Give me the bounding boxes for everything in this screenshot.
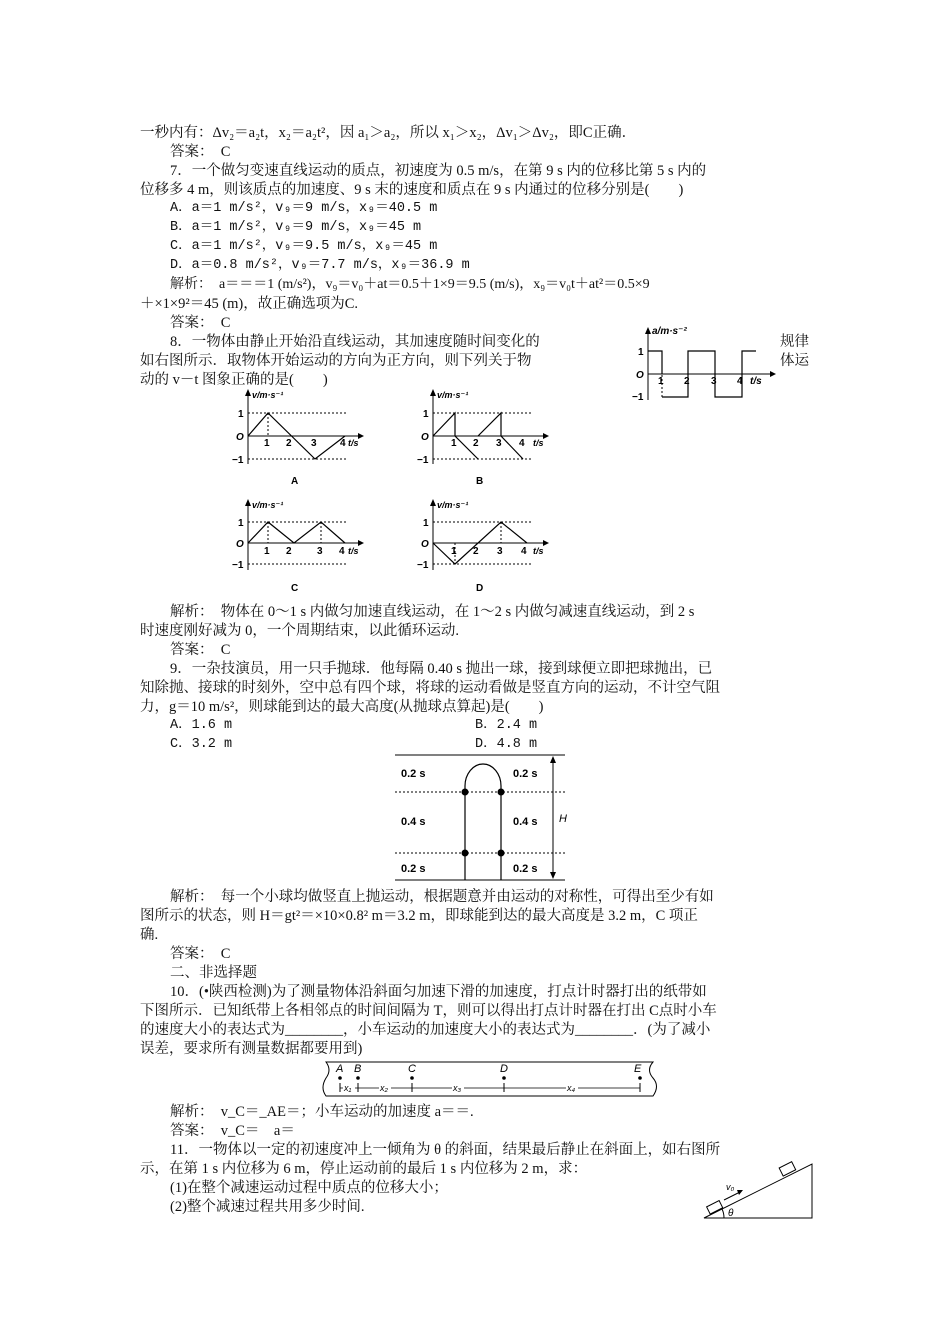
origin-label: O — [236, 539, 244, 550]
graph-b — [417, 389, 549, 487]
point-label: E — [634, 1063, 642, 1075]
solution-line: 解析： 物体在 0～1 s 内做匀加速直线运动，在 1～2 s 内做匀减速直线运动，到 2 s — [170, 604, 695, 620]
point-label: A — [336, 1063, 344, 1075]
text-line: 位移多 4 m，则该质点的加速度、9 s 末的速度和质点在 9 s 内通过的位移分别是( ) — [140, 182, 684, 198]
incline-figure — [700, 1160, 818, 1222]
option-d: D．a＝0.8 m/s²，v₉＝7.7 m/s，x₉＝36.9 m — [170, 258, 470, 273]
graph-label: C — [291, 583, 299, 594]
angle-label: θ — [728, 1208, 734, 1219]
text-line: 示，在第 1 s 内位移为 6 m，停止运动前的最后 1 s 内位移为 2 m，求： — [140, 1161, 588, 1177]
tick-x: 3 — [317, 546, 323, 557]
juggling-balls-figure — [395, 752, 580, 884]
option-c: C．a＝1 m/s²，v₉＝9.5 m/s，x₉＝45 m — [170, 239, 438, 254]
time-label: 0.4 s — [401, 816, 426, 828]
answer-line: 答案： C — [170, 642, 231, 658]
origin-label: O — [636, 370, 644, 381]
text-line: 动的 v－t 图象正确的是( ) — [140, 372, 328, 388]
text-line: 体运 — [780, 353, 809, 369]
velocity-time-graphs — [218, 386, 588, 598]
solution-line: 图所示的状态，则 H＝gt²＝×10×0.8² m＝3.2 m，即球能到达的最大高度是 3.2 m，C 项正 — [140, 908, 698, 924]
answer-line: 答案： C — [170, 144, 231, 160]
solution-line: ＋×1×9²＝45 (m)，故正确选项为C. — [140, 296, 359, 312]
origin-label: O — [421, 432, 429, 443]
text-line: 一秒内有：Δv₂＝a₂t，x₂＝a₂t²，因 a₁＞a₂，所以 x₁＞x₂，Δv₁＞Δv₂，即C正确． — [140, 125, 637, 141]
tick-x: 2 — [286, 546, 292, 557]
graph-label: D — [476, 583, 484, 594]
answer-line: 答案： C — [170, 315, 231, 331]
graph-a — [232, 389, 364, 487]
time-label: 0.2 s — [513, 863, 538, 875]
solution-line: 时速度刚好减为 0，一个周期结束，以此循环运动. — [140, 623, 459, 639]
option-c: C．3.2 m — [170, 737, 233, 752]
text-line: 误差，要求所有测量数据都要用到) — [140, 1041, 363, 1057]
tick-x: 1 — [451, 438, 457, 449]
acceleration-time-graph — [618, 322, 778, 404]
question-9: 9．一杂技演员，用一只手抛球．他每隔 0.40 s 抛出一球，接到球便立即把球抛出，已 — [170, 661, 713, 677]
answer-line: 答案： C — [170, 946, 231, 962]
text-line: 下图所示．已知纸带上各相邻点的时间间隔为 T，则可以得出打点计时器在打出 C点时小车 — [140, 1003, 717, 1019]
time-label: 0.2 s — [401, 768, 426, 780]
segment-label: x₂ — [380, 1083, 388, 1093]
origin-label: O — [421, 539, 429, 550]
paper-tape-figure — [318, 1058, 663, 1100]
tick-x: 3 — [711, 376, 717, 387]
origin-label: O — [236, 432, 244, 443]
text-line: 规律 — [780, 334, 809, 350]
solution-line: 解析： a＝＝＝1 (m/s²)，v₉＝v₀＋at＝0.5＋1×9＝9.5 (m/s)，x₉＝v₀t＋at²＝0.5×9 — [170, 277, 650, 292]
answer-line: 答案： v_C＝ a＝ — [170, 1123, 295, 1139]
tick-x: 2 — [286, 438, 292, 449]
axis-label-y: v/m·s⁻¹ — [437, 390, 469, 400]
text-line: 的速度大小的表达式为________，小车运动的加速度大小的表达式为________．(为了减小 — [140, 1022, 711, 1038]
point-label: D — [500, 1063, 508, 1075]
axis-label-y: a/m·s⁻² — [652, 326, 687, 337]
option-b: B．2.4 m — [475, 718, 538, 733]
tick-y: −1 — [417, 560, 429, 571]
question-10: 10．(•陕西检测)为了测量物体沿斜面匀加速下滑的加速度，打点计时器打出的纸带如 — [170, 984, 707, 1000]
axis-label-x: t/s — [348, 438, 359, 448]
tick-y: 1 — [423, 409, 429, 420]
tick-x: 3 — [311, 438, 317, 449]
axis-label-x: t/s — [750, 376, 762, 387]
time-label: 0.2 s — [513, 768, 538, 780]
point-label: C — [408, 1063, 416, 1075]
graph-c — [232, 499, 364, 594]
tick-x: 4 — [519, 438, 525, 449]
text-line: 如右图所示．取物体开始运动的方向为正方向，则下列关于物 — [140, 353, 532, 369]
option-d: D．4.8 m — [475, 737, 538, 752]
tick-x: 4 — [737, 376, 743, 387]
question-11: 11．一物体以一定的初速度冲上一倾角为 θ 的斜面，结果最后静止在斜面上，如右图所 — [170, 1142, 721, 1158]
text-line: (1)在整个减速运动过程中质点的位移大小； — [170, 1180, 448, 1196]
text-line: 力，g＝10 m/s²，则球能到达的最大高度(从抛球点算起)是( ) — [140, 699, 544, 715]
axis-label-x: t/s — [348, 546, 359, 556]
question-8: 8．一物体由静止开始沿直线运动，其加速度随时间变化的 — [170, 334, 540, 350]
tick-y: −1 — [232, 455, 244, 466]
section-heading: 二、非选择题 — [170, 965, 257, 981]
segment-label: x₃ — [453, 1083, 462, 1093]
tick-y: 1 — [638, 347, 644, 358]
solution-line: 解析： 每一个小球均做竖直上抛运动，根据题意并由运动的对称性，可得出至少有如 — [170, 889, 714, 905]
solution-line: 解析： v_C＝_AE＝；小车运动的加速度 a＝＝. — [170, 1104, 474, 1120]
text-line: (2)整个减速过程共用多少时间. — [170, 1199, 365, 1215]
axis-label-x: t/s — [533, 438, 544, 448]
segment-label: x₁ — [344, 1083, 352, 1093]
point-label: B — [354, 1063, 362, 1075]
tick-x: 2 — [473, 438, 479, 449]
question-7: 7．一个做匀变速直线运动的质点，初速度为 0.5 m/s，在第 9 s 内的位移比第 5 s 内的 — [170, 163, 707, 179]
tick-y: 1 — [238, 409, 244, 420]
option-b: B．a＝1 m/s²，v₉＝9 m/s，x₉＝45 m — [170, 220, 422, 235]
tick-x: 4 — [340, 438, 346, 449]
tick-x: 2 — [684, 376, 690, 387]
graph-d — [417, 499, 549, 594]
text-line: 知除抛、接球的时刻外，空中总有四个球，将球的运动看做是竖直方向的运动，不计空气阻 — [140, 680, 720, 696]
tick-x: 1 — [264, 546, 270, 557]
axis-label-y: v/m·s⁻¹ — [437, 500, 469, 510]
axis-label-x: t/s — [533, 546, 544, 556]
axis-label-y: v/m·s⁻¹ — [252, 390, 284, 400]
option-a: A．1.6 m — [170, 718, 233, 733]
tick-x: 1 — [451, 546, 457, 557]
tick-y: 1 — [423, 518, 429, 529]
tick-x: 1 — [658, 376, 664, 387]
time-label: 0.2 s — [401, 863, 426, 875]
segment-label: x₄ — [567, 1083, 576, 1093]
tick-y: −1 — [632, 392, 644, 403]
graph-label: B — [476, 476, 484, 487]
tick-x: 3 — [496, 438, 502, 449]
option-a: A．a＝1 m/s²，v₉＝9 m/s，x₉＝40.5 m — [170, 201, 438, 216]
tick-y: −1 — [232, 560, 244, 571]
axis-label-y: v/m·s⁻¹ — [252, 500, 284, 510]
tick-x: 2 — [473, 546, 479, 557]
solution-line: 确. — [140, 927, 159, 943]
height-label: H — [559, 813, 567, 825]
tick-x: 1 — [264, 438, 270, 449]
graph-label: A — [291, 476, 299, 487]
tick-x: 4 — [521, 546, 527, 557]
time-label: 0.4 s — [513, 816, 538, 828]
tick-y: 1 — [238, 518, 244, 529]
tick-x: 4 — [339, 546, 345, 557]
tick-y: −1 — [417, 455, 429, 466]
velocity-label: v₀ — [726, 1182, 735, 1192]
tick-x: 3 — [497, 546, 503, 557]
